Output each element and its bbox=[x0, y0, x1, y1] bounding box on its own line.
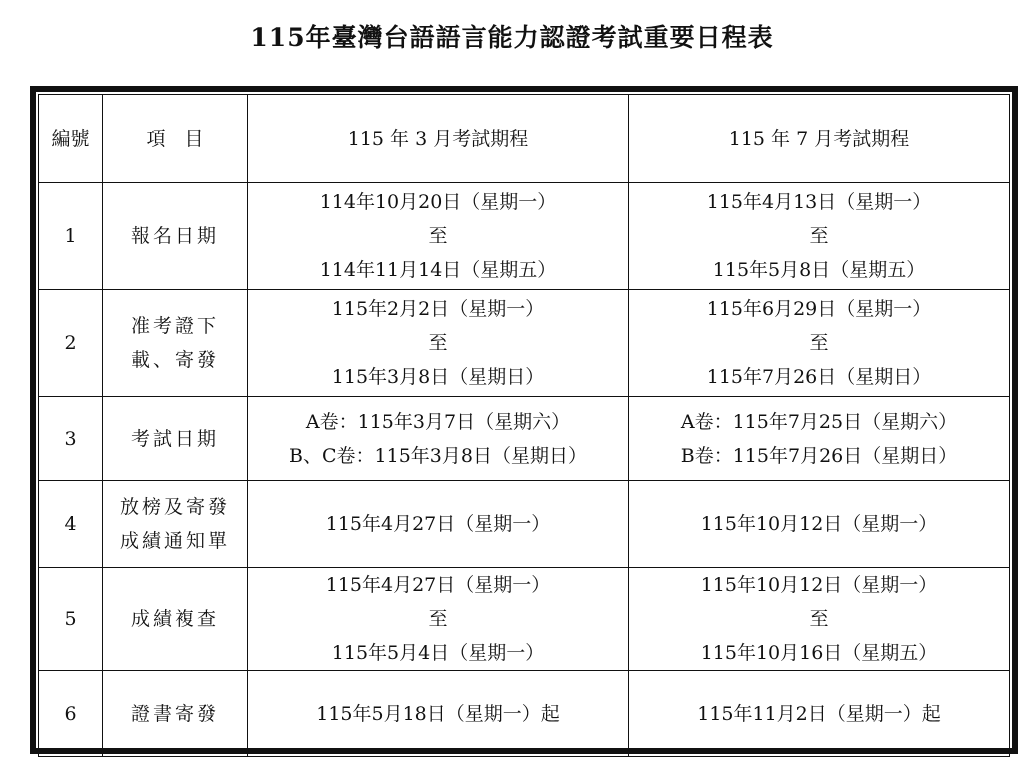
row-number: 6 bbox=[39, 671, 103, 757]
row-number: 4 bbox=[39, 481, 103, 568]
table-row bbox=[39, 290, 1010, 397]
july-schedule-cell bbox=[629, 671, 1010, 757]
row-item-line: 報名日期 bbox=[130, 225, 219, 247]
row-item bbox=[103, 671, 248, 757]
row-item-line: 准考證下 bbox=[130, 315, 219, 337]
date-line: B、C卷：115年3月8日（星期日） bbox=[289, 444, 587, 467]
july-schedule-cell bbox=[629, 183, 1010, 290]
date-line: 115年2月2日（星期一） bbox=[331, 298, 545, 320]
date-line: 115年5月4日（星期一） bbox=[331, 642, 545, 664]
july-schedule-cell bbox=[629, 568, 1010, 671]
row-item bbox=[103, 568, 248, 671]
row-item bbox=[103, 397, 248, 481]
row-number: 2 bbox=[39, 290, 103, 397]
schedule-table-frame bbox=[30, 86, 1018, 754]
date-line: 至 bbox=[428, 332, 448, 354]
date-line: 115年11月2日（星期一）起 bbox=[697, 702, 941, 725]
date-line: 至 bbox=[809, 225, 829, 247]
row-item bbox=[103, 290, 248, 397]
date-line: 115年10月16日（星期五） bbox=[700, 642, 938, 664]
row-item-line: 載、寄發 bbox=[130, 349, 219, 371]
date-line: 至 bbox=[428, 608, 448, 630]
table-header-row bbox=[39, 95, 1010, 183]
row-number: 1 bbox=[39, 183, 103, 290]
date-line: A卷：115年3月7日（星期六） bbox=[305, 410, 571, 433]
july-schedule-cell bbox=[629, 481, 1010, 568]
date-line: 至 bbox=[428, 225, 448, 247]
row-number: 3 bbox=[39, 397, 103, 481]
march-schedule-cell bbox=[248, 397, 629, 481]
march-schedule-cell bbox=[248, 568, 629, 671]
date-line: 115年7月26日（星期日） bbox=[706, 366, 932, 388]
date-line: 115年4月27日（星期一） bbox=[325, 574, 551, 596]
page-title: 115年臺灣台語語言能力認證考試重要日程表 bbox=[250, 23, 774, 52]
table-row bbox=[39, 183, 1010, 290]
header-march: 115 年 3 月考試期程 bbox=[248, 95, 629, 183]
header-no: 編號 bbox=[39, 95, 103, 183]
date-line: 114年10月20日（星期一） bbox=[319, 191, 557, 213]
date-line: 115年10月12日（星期一） bbox=[700, 574, 938, 596]
date-line: 115年5月8日（星期五） bbox=[712, 259, 926, 281]
table-row bbox=[39, 568, 1010, 671]
date-line: 115年10月12日（星期一） bbox=[700, 513, 938, 535]
row-number: 5 bbox=[39, 568, 103, 671]
table-row bbox=[39, 671, 1010, 757]
row-item-line: 成績通知單 bbox=[119, 530, 230, 552]
march-schedule-cell bbox=[248, 671, 629, 757]
row-item bbox=[103, 481, 248, 568]
row-item-line: 放榜及寄發 bbox=[119, 496, 230, 518]
schedule-table bbox=[38, 94, 1010, 757]
march-schedule-cell bbox=[248, 183, 629, 290]
date-line: 114年11月14日（星期五） bbox=[319, 259, 557, 281]
date-line: 115年6月29日（星期一） bbox=[706, 298, 932, 320]
header-item: 項 目 bbox=[103, 95, 248, 183]
july-schedule-cell bbox=[629, 397, 1010, 481]
row-item-line: 證書寄發 bbox=[130, 702, 219, 725]
date-line: B卷：115年7月26日（星期日） bbox=[680, 444, 958, 467]
row-item-line: 考試日期 bbox=[130, 427, 219, 450]
header-july: 115 年 7 月考試期程 bbox=[629, 95, 1010, 183]
date-line: 115年4月13日（星期一） bbox=[706, 191, 932, 213]
row-item bbox=[103, 183, 248, 290]
march-schedule-cell bbox=[248, 481, 629, 568]
date-line: 115年3月8日（星期日） bbox=[331, 366, 545, 388]
table-row bbox=[39, 481, 1010, 568]
date-line: 115年4月27日（星期一） bbox=[325, 513, 551, 535]
row-item-line: 成績複查 bbox=[130, 608, 219, 630]
date-line: A卷：115年7月25日（星期六） bbox=[680, 410, 958, 433]
date-line: 至 bbox=[809, 332, 829, 354]
march-schedule-cell bbox=[248, 290, 629, 397]
date-line: 至 bbox=[809, 608, 829, 630]
july-schedule-cell bbox=[629, 290, 1010, 397]
table-row bbox=[39, 397, 1010, 481]
date-line: 115年5月18日（星期一）起 bbox=[316, 702, 560, 725]
